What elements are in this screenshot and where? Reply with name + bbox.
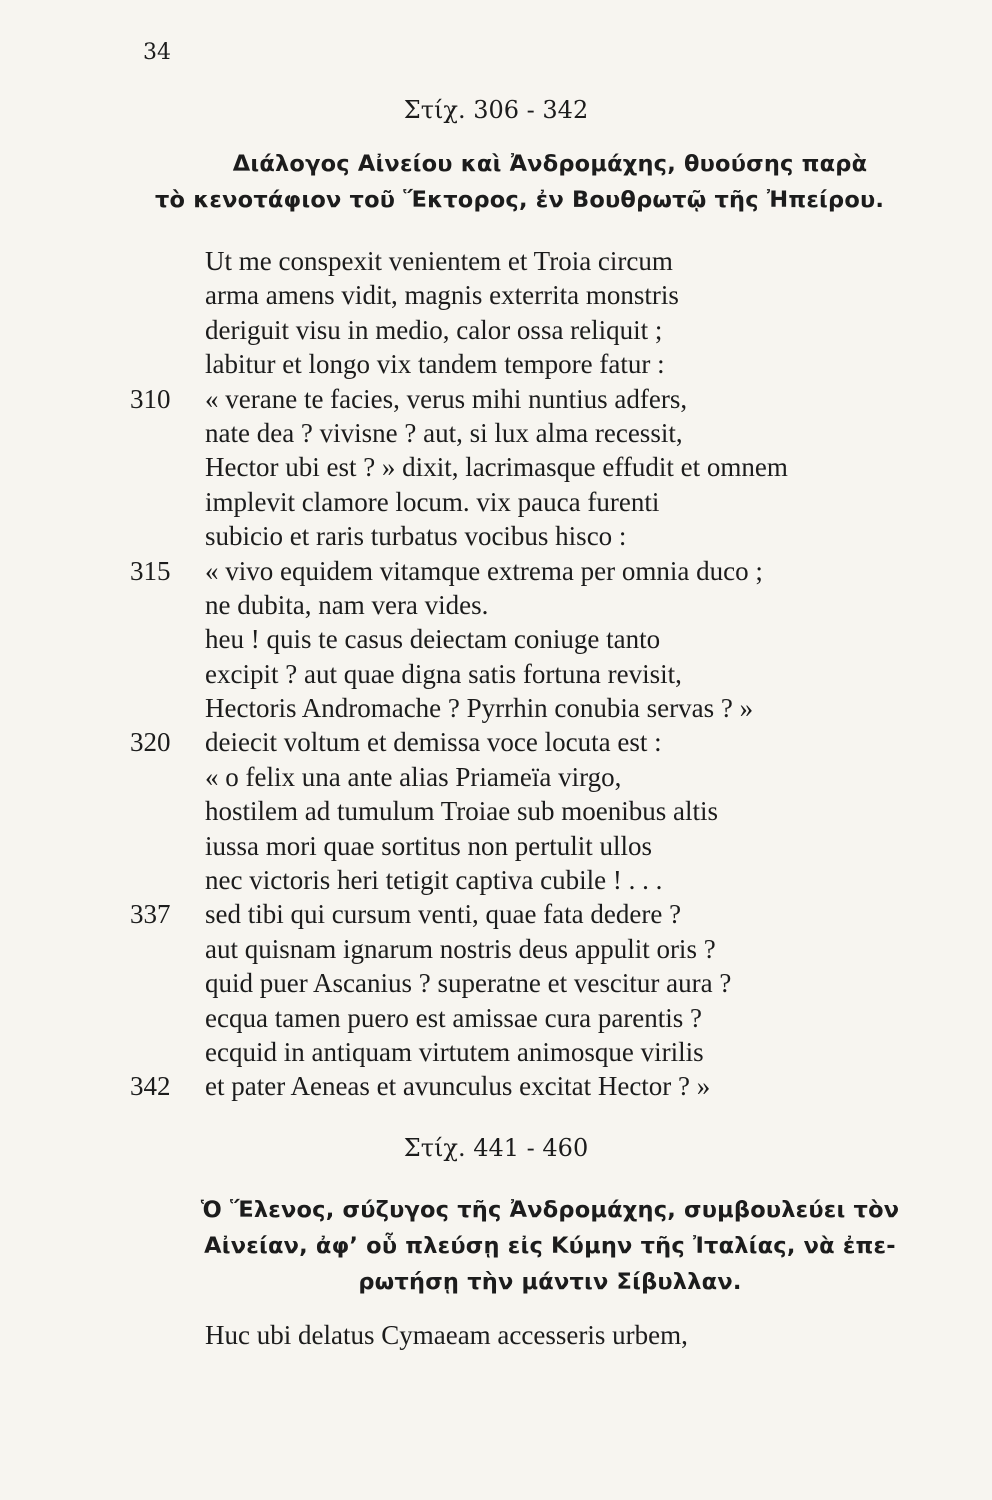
verse-line (0, 244, 992, 278)
verse-line (0, 347, 992, 381)
verse-text: implevit clamore locum. vix pauca furenti (205, 486, 660, 517)
line-number: 320 (130, 727, 171, 758)
verse-line (0, 278, 992, 312)
verse-text: Ut me conspexit venientem et Troia circum (205, 246, 673, 276)
verse-line (0, 313, 992, 347)
verse-text: et pater Aeneas et avunculus excitat Hector ? » (205, 1071, 711, 1102)
verse-block-1 (0, 244, 992, 1104)
page-number: 34 (143, 40, 171, 65)
verse-line (0, 554, 992, 588)
verse-text: excipit ? aut quae digna satis fortuna revisit, (205, 658, 682, 689)
heading-line: ρωτήσῃ τὴν μάντιν Σίβυλλαν. (358, 1269, 742, 1295)
verse-line (0, 588, 992, 622)
verse-text: hostilem ad tumulum Troiae sub moenibus altis (205, 796, 718, 827)
verse-line (0, 863, 992, 897)
line-number: 310 (130, 383, 171, 414)
section-title-2: Στίχ. 441 - 460 (403, 1134, 589, 1162)
verse-line (0, 485, 992, 519)
verse-line (0, 691, 992, 725)
verse-text: Huc ubi delatus Cymaeam accesseris urbem, (205, 1320, 688, 1350)
verse-text: quid puer Ascanius ? superatne et vescitur aura ? (205, 968, 732, 999)
verse-text: Hector ubi est ? » dixit, lacrimasque effudit et omnem (205, 452, 788, 483)
verse-line (0, 450, 992, 484)
verse-line (0, 622, 992, 656)
verse-text: « verane te facies, verus mihi nuntius adfers, (205, 383, 688, 414)
verse-text: arma amens vidit, magnis exterrita monstris (205, 280, 679, 311)
verse-line (0, 382, 992, 416)
verse-text: Hectoris Andromache ? Pyrrhin conubia servas ? » (205, 693, 754, 724)
verse-text: iussa mori quae sortitus non pertulit ullos (205, 830, 652, 861)
verse-text: « o felix una ante alias Priameïa virgo, (205, 761, 622, 792)
heading-line: Αἰνείαν, ἀφ’ οὗ πλεύσῃ εἰς Κύμην τῆς Ἰταλίας, νὰ ἐπε- (204, 1233, 896, 1259)
verse-line (0, 1001, 992, 1035)
verse-text: deriguit visu in medio, calor ossa reliquit ; (205, 314, 663, 345)
verse-block-2 (0, 1318, 992, 1352)
verse-text: ne dubita, nam vera vides. (205, 589, 489, 620)
verse-text: nec victoris heri tetigit captiva cubile ! . . . (205, 865, 663, 896)
section-title-1: Στίχ. 306 - 342 (403, 96, 589, 124)
verse-text: labitur et longo vix tandem tempore fatur : (205, 349, 665, 380)
verse-text: ecqua tamen puero est amissae cura parentis ? (205, 1002, 703, 1033)
heading-line: τὸ κενοτάφιον τοῦ Ἕκτορος, ἐν Βουθρωτῷ τῆς Ἠπείρου. (155, 187, 885, 213)
line-number: 342 (130, 1071, 171, 1102)
verse-text: deiecit voltum et demissa voce locuta est : (205, 727, 662, 758)
verse-line (0, 416, 992, 450)
verse-text: sed tibi qui cursum venti, quae fata dedere ? (205, 899, 682, 930)
verse-line (0, 829, 992, 863)
verse-line (0, 657, 992, 691)
verse-line (0, 1318, 992, 1352)
verse-line (0, 897, 992, 931)
heading-line: Διάλογος Αἰνείου καὶ Ἀνδρομάχης, θυούσης παρὰ (232, 151, 868, 177)
line-number: 315 (130, 555, 171, 586)
section-heading-1 (150, 146, 950, 218)
verse-text: « vivo equidem vitamque extrema per omnia duco ; (205, 555, 763, 586)
verse-text: subicio et raris turbatus vocibus hisco : (205, 521, 627, 552)
verse-line (0, 519, 992, 553)
verse-text: nate dea ? vivisne ? aut, si lux alma recessit, (205, 417, 683, 448)
line-number: 337 (130, 899, 171, 930)
verse-text: heu ! quis te casus deiectam coniuge tanto (205, 624, 661, 655)
verse-line (0, 1035, 992, 1069)
verse-line (0, 1069, 992, 1103)
verse-line (0, 932, 992, 966)
verse-text: aut quisnam ignarum nostris deus appulit oris ? (205, 933, 716, 964)
verse-line (0, 794, 992, 828)
verse-text: ecquid in antiquam virtutem animosque virilis (205, 1036, 704, 1067)
verse-line (0, 760, 992, 794)
heading-line: Ὁ Ἕλενος, σύζυγος τῆς Ἀνδρομάχης, συμβουλεύει τὸν (200, 1197, 900, 1223)
verse-line (0, 725, 992, 759)
verse-line (0, 966, 992, 1000)
section-heading-2 (150, 1192, 950, 1300)
